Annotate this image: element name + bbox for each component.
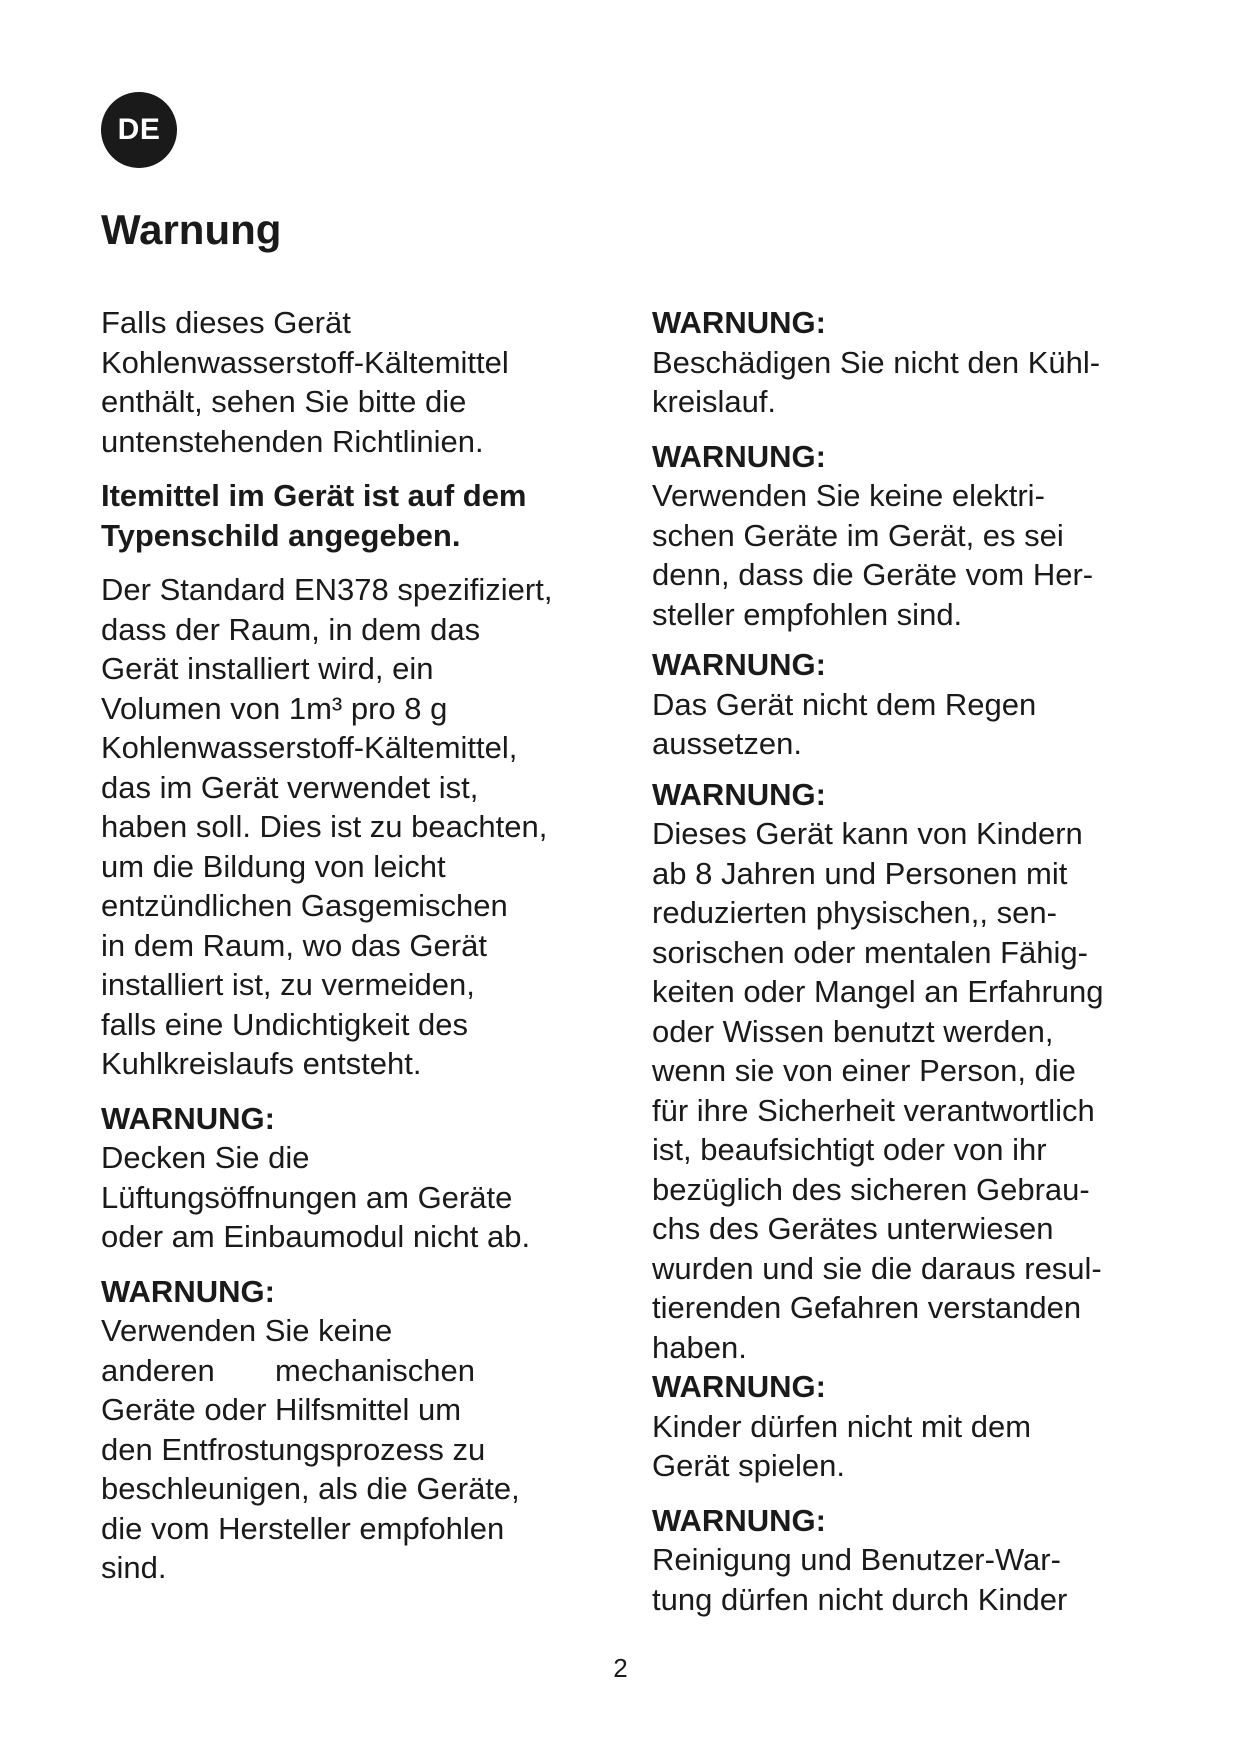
text-line: die vom Hersteller empfohlen bbox=[101, 1510, 505, 1546]
text-line: sind. bbox=[101, 1550, 167, 1585]
warning-block bbox=[652, 1501, 1152, 1620]
text-line: wurden und sie die daraus resul- bbox=[652, 1250, 1102, 1286]
language-badge: DE bbox=[101, 92, 177, 168]
text-line: wenn sie von einer Person, die bbox=[652, 1053, 1076, 1088]
text-line: haben. bbox=[652, 1329, 747, 1365]
warning-heading: WARNUNG: bbox=[652, 776, 826, 812]
text-line: sorischen oder mentalen Fähig- bbox=[652, 934, 1088, 970]
text-line: Reinigung und Benutzer-War- bbox=[652, 1542, 1061, 1577]
warning-heading: WARNUNG: bbox=[101, 1273, 275, 1309]
warning-heading: WARNUNG: bbox=[652, 438, 826, 474]
warning-block bbox=[101, 1272, 601, 1588]
text-line: Kohlenwasserstoff-Kältemittel bbox=[101, 344, 509, 380]
text-line: ist, beaufsichtigt oder von ihr bbox=[652, 1132, 1047, 1167]
page-title: Warnung bbox=[101, 206, 282, 253]
text-line: das im Gerät verwendet ist, bbox=[101, 769, 479, 805]
warning-block bbox=[652, 437, 1152, 635]
text-line: Itemittel im Gerät ist auf dem bbox=[101, 478, 527, 513]
text-line: anderen mechanischen bbox=[101, 1352, 475, 1388]
text-line: chs des Gerätes unterwiesen bbox=[652, 1211, 1054, 1246]
text-line: aussetzen. bbox=[652, 726, 802, 761]
warning-block bbox=[652, 1367, 1152, 1486]
warning-block bbox=[652, 775, 1152, 1368]
warning-block bbox=[652, 303, 1152, 422]
text-line: für ihre Sicherheit verantwortlich bbox=[652, 1092, 1095, 1128]
text-line: enthält, sehen Sie bitte die bbox=[101, 384, 467, 419]
text-line: Falls dieses Gerät bbox=[101, 305, 351, 340]
refrigerant-note bbox=[101, 476, 601, 555]
warning-block bbox=[652, 645, 1152, 764]
text-line: dass der Raum, in dem das bbox=[101, 611, 481, 647]
text-line: installiert ist, zu vermeiden, bbox=[101, 967, 475, 1002]
warning-heading: WARNUNG: bbox=[652, 647, 826, 682]
intro-paragraph bbox=[101, 303, 601, 461]
text-line: Kuhlkreislaufs entsteht. bbox=[101, 1046, 422, 1081]
left-column bbox=[101, 303, 601, 1588]
text-line: in dem Raum, wo das Gerät bbox=[101, 927, 487, 963]
standard-paragraph bbox=[101, 570, 601, 1084]
text-line: Typenschild angegeben. bbox=[101, 517, 461, 553]
text-line: den Entfrostungsprozess zu bbox=[101, 1431, 486, 1467]
text-line: oder am Einbaumodul nicht ab. bbox=[101, 1219, 531, 1254]
warning-heading: WARNUNG: bbox=[652, 1369, 826, 1404]
text-line: reduzierten physischen,, sen- bbox=[652, 895, 1057, 930]
text-line: Gerät spielen. bbox=[652, 1448, 845, 1483]
text-line: entzündlichen Gasgemischen bbox=[101, 888, 508, 923]
text-line: oder Wissen benutzt werden, bbox=[652, 1013, 1054, 1049]
text-line: Das Gerät nicht dem Regen bbox=[652, 686, 1037, 722]
text-line: steller empfohlen sind. bbox=[652, 596, 963, 632]
text-line: haben soll. Dies ist zu beachten, bbox=[101, 809, 548, 844]
text-line: Geräte oder Hilfsmittel um bbox=[101, 1392, 462, 1427]
page-number: 2 bbox=[613, 1653, 628, 1683]
text-line: Der Standard EN378 spezifiziert, bbox=[101, 572, 553, 607]
text-line: Volumen von 1m³ pro 8 g bbox=[101, 690, 448, 726]
warning-heading: WARNUNG: bbox=[652, 1502, 826, 1538]
text-line: falls eine Undichtigkeit des bbox=[101, 1006, 469, 1042]
text-line: denn, dass die Geräte vom Her- bbox=[652, 557, 1094, 592]
text-line: Verwenden Sie keine bbox=[101, 1313, 393, 1348]
text-line: keiten oder Mangel an Erfahrung bbox=[652, 974, 1104, 1009]
text-line: beschleunigen, als die Geräte, bbox=[101, 1471, 520, 1506]
text-line: um die Bildung von leicht bbox=[101, 848, 446, 884]
text-line: tung dürfen nicht durch Kinder bbox=[652, 1581, 1068, 1617]
text-line: tierenden Gefahren verstanden bbox=[652, 1290, 1082, 1325]
warning-block bbox=[101, 1099, 601, 1257]
text-line: schen Geräte im Gerät, es sei bbox=[652, 517, 1064, 553]
right-column bbox=[652, 303, 1152, 1619]
text-line: ab 8 Jahren und Personen mit bbox=[652, 855, 1068, 891]
text-line: Gerät installiert wird, ein bbox=[101, 651, 434, 686]
text-line: kreislauf. bbox=[652, 384, 777, 419]
text-line: Beschädigen Sie nicht den Kühl- bbox=[652, 344, 1101, 380]
text-line: Kohlenwasserstoff-Kältemittel, bbox=[101, 730, 518, 765]
text-line: Lüftungsöffnungen am Geräte bbox=[101, 1179, 513, 1215]
text-line: Kinder dürfen nicht mit dem bbox=[652, 1408, 1032, 1444]
warning-heading: WARNUNG: bbox=[652, 305, 826, 340]
text-line: Decken Sie die bbox=[101, 1140, 310, 1175]
warning-heading: WARNUNG: bbox=[101, 1100, 275, 1136]
text-line: untenstehenden Richtlinien. bbox=[101, 423, 484, 459]
text-line: Verwenden Sie keine elektri- bbox=[652, 478, 1045, 513]
text-line: bezüglich des sicheren Gebrau- bbox=[652, 1171, 1090, 1207]
text-line: Dieses Gerät kann von Kindern bbox=[652, 816, 1083, 851]
